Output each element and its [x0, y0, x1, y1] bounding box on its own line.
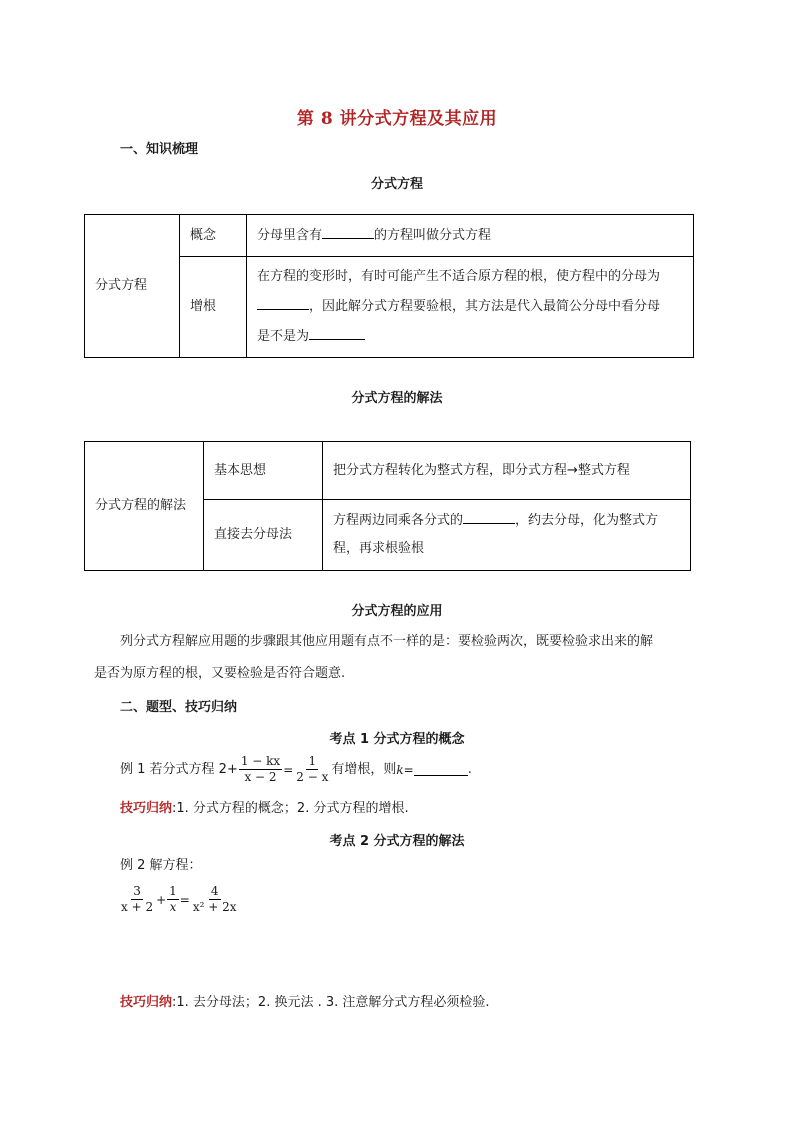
example2-fraction-1: $\frac{3}{x + 2}$: [121, 884, 154, 914]
table2-idea-text: 把分式方程转化为整式方程，即分式方程→整式方程: [323, 442, 691, 500]
example2-fraction-3: $\frac{4}{\text{x² + 2x}}$: [192, 884, 237, 914]
topic-1-heading: 考点 1 分式方程的概念: [329, 732, 465, 747]
section-heading-types: 二、题型、技巧归纳: [120, 700, 238, 715]
tip1-text: :1. 分式方程的概念；2. 分式方程的增根.: [172, 801, 409, 816]
example-2-equation: $\frac{3}{x + 2}$ + $\frac{1}{x}$ = $\frac{4}{\text{x² + 2x}}$: [121, 884, 237, 914]
table1-concept-label: 概念: [180, 215, 247, 257]
tip-2: [120, 993, 490, 1013]
example-2-label: 例 2 解方程：: [120, 858, 202, 873]
table2-idea-label: 基本思想: [204, 442, 323, 500]
page-title: 第 8 讲分式方程及其应用: [296, 109, 498, 129]
table1-extraneous-label: 增根: [180, 257, 247, 358]
topic-2-heading: 考点 2 分式方程的解法: [329, 834, 465, 849]
application-text-2: 是否为原方程的根，又要检验是否符合题意.: [94, 666, 346, 681]
tip2-text: :1. 去分母法；2. 换元法 . 3. 注意解分式方程必须检验.: [172, 995, 490, 1010]
table1-concept-text: 分母里含有 的方程叫做分式方程: [247, 215, 694, 257]
table-fractional-equation: [84, 214, 694, 358]
tip1-label: 技巧归纳: [120, 801, 173, 816]
example-1: 例 1 若分式方程 2+ $\frac{1 - kx}{x - 2}$ = $\frac{1}{2 - x}$ 有增根，则 k = .: [120, 754, 472, 784]
example2-fraction-2: $\frac{1}{x}$: [169, 884, 177, 914]
tip2-label: 技巧归纳: [120, 995, 173, 1010]
table2-method-text: 方程两边同乘各分式的 ，约去分母，化为整式方 程，再求根验根: [323, 500, 691, 571]
example1-fraction-1: $\frac{1 - kx}{x - 2}$: [240, 754, 281, 784]
table1-row-label: 分式方程: [85, 215, 180, 358]
table2-method-label: 直接去分母法: [204, 500, 323, 571]
example1-prefix: 例 1 若分式方程 2+: [120, 761, 238, 777]
table1-extraneous-text: 在方程的变形时，有时可能产生不适合原方程的根，使方程中的分母为 ，因此解分式方程要验根，其方法是代入最简公分母中看分母 是不是为: [247, 257, 694, 358]
example1-fraction-2: $\frac{1}{2 - x}$: [296, 754, 329, 784]
application-text-1: 列分式方程解应用题的步骤跟其他应用题有点不一样的是：要检验两次，既要检验求出来的解: [120, 634, 654, 649]
section-heading-knowledge: 一、知识梳理: [120, 142, 199, 157]
heading-solution-methods: 分式方程的解法: [351, 391, 443, 406]
table-solution-methods: [84, 441, 691, 571]
table2-row-label: 分式方程的解法: [85, 442, 204, 571]
tip-1: [120, 799, 409, 819]
heading-fractional-equation: 分式方程: [370, 177, 423, 192]
heading-applications: 分式方程的应用: [351, 604, 443, 619]
answer-blank: [414, 763, 468, 776]
